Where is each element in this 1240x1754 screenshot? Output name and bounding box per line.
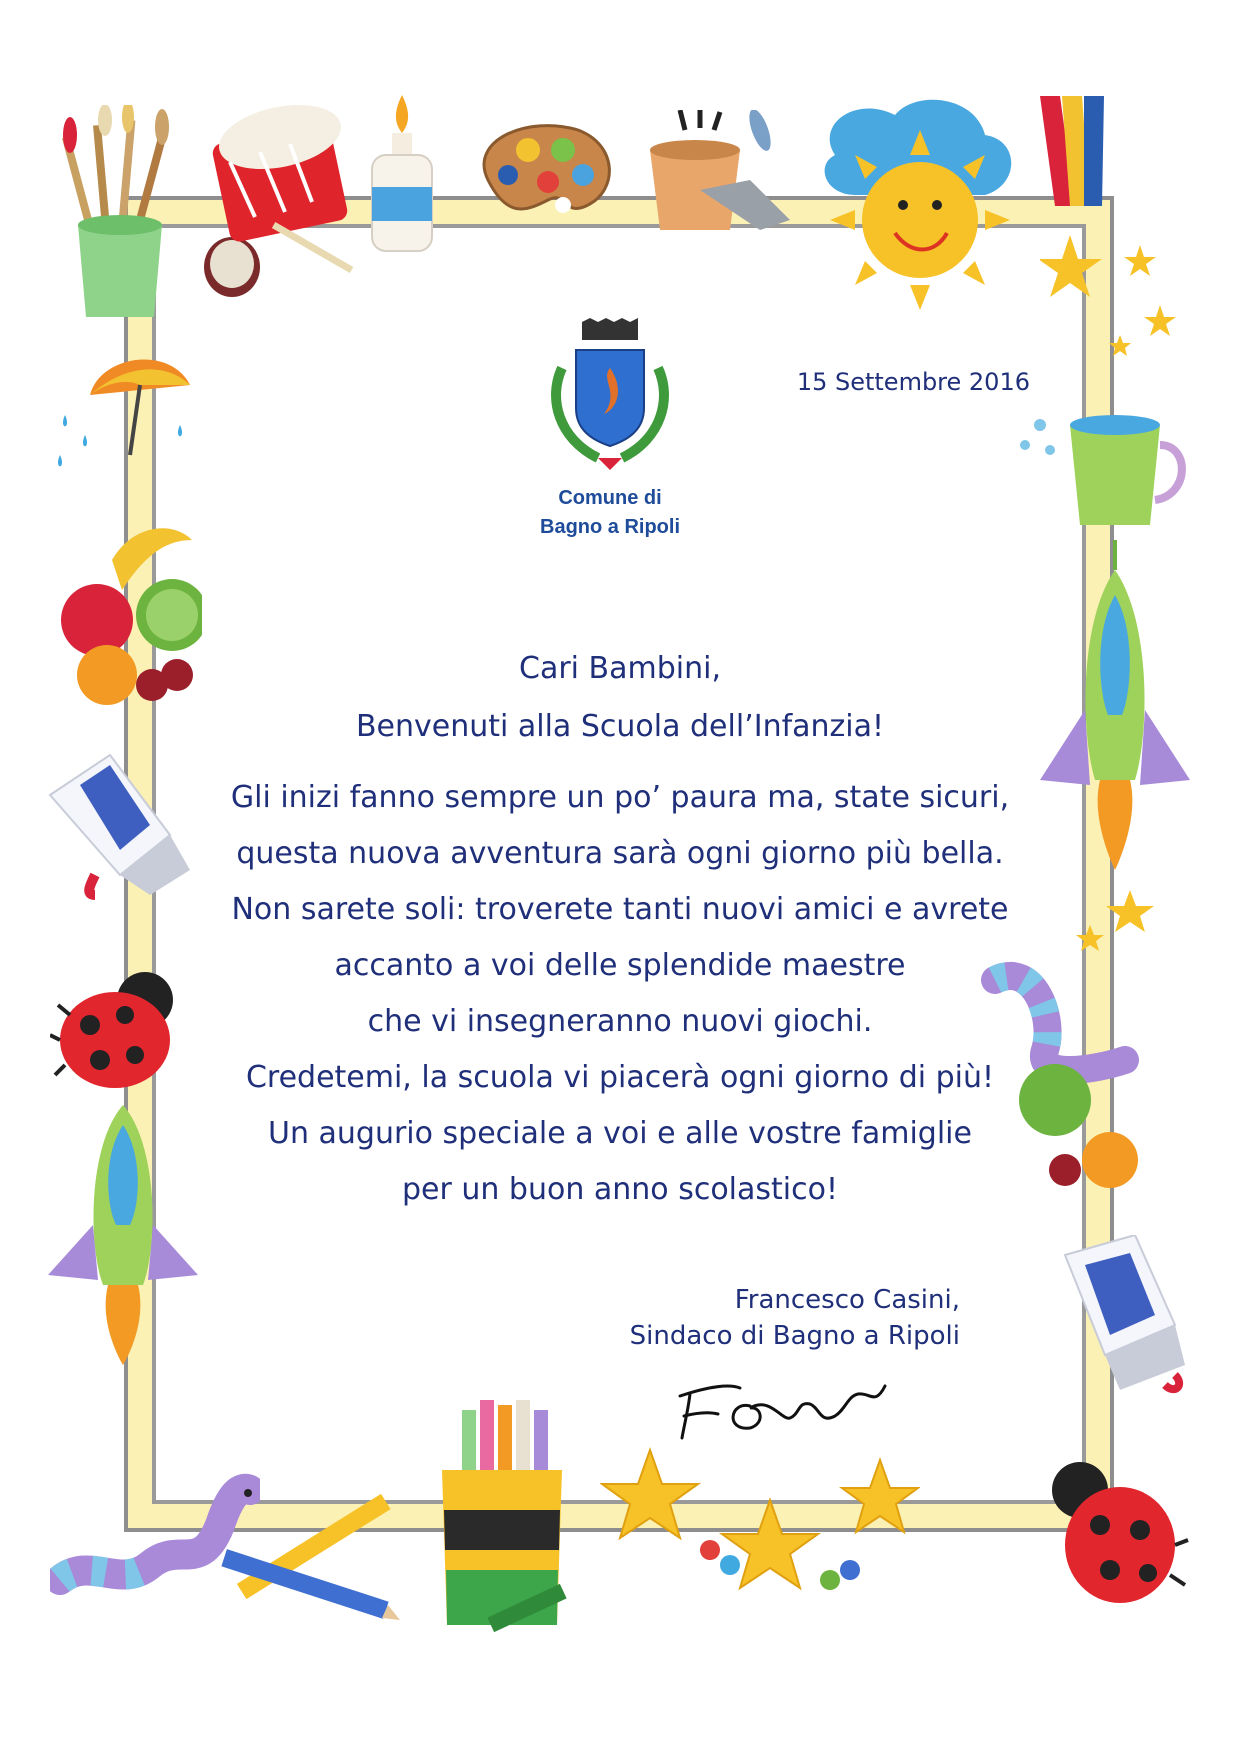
stars-icon: [1040, 225, 1190, 385]
letter-line: accanto a voi delle splendide maestre: [334, 948, 906, 983]
letter-line: che vi insegneranno nuovi giochi.: [367, 1004, 873, 1039]
umbrella-rain-icon: [50, 345, 200, 475]
watering-can-icon: [1010, 405, 1190, 535]
glue-bottle-icon: [362, 95, 442, 255]
small-stars-icon: [1070, 880, 1160, 960]
letter-line: Non sarete soli: troverete tanti nuovi amici e avrete: [231, 892, 1009, 927]
ladybug-icon: [50, 965, 190, 1095]
fruits-icon: [52, 520, 202, 710]
crayon-box-icon: [432, 1400, 572, 1640]
municipal-coat-of-arms-icon: [538, 318, 682, 474]
ladybug-right-icon: [1040, 1455, 1190, 1615]
signer-role: Sindaco di Bagno a Ripoli: [629, 1321, 960, 1351]
letter-line: Credetemi, la scuola vi piacerà ogni giorno di più!: [245, 1060, 995, 1095]
municipality-name-line1: Comune di: [558, 487, 662, 509]
letter-line: Gli inizi fanno sempre un po’ paura ma, state sicuri,: [230, 780, 1010, 815]
letter-date: 15 Settembre 2016: [796, 368, 1030, 396]
letter-welcome: Benvenuti alla Scuola dell’Infanzia!: [355, 709, 885, 744]
ribbon-medal-icon: [1030, 96, 1120, 216]
municipality-name: [520, 484, 700, 542]
sand-bucket-icon: [640, 110, 800, 240]
letter-greeting: Cari Bambini,: [519, 651, 721, 686]
star-garland-icon: [600, 1440, 920, 1640]
rocket-icon: [48, 1105, 198, 1365]
paint-tube-right-icon: [1045, 1235, 1195, 1405]
paint-brushes-cup-icon: [50, 105, 180, 325]
drum-icon: [200, 92, 360, 302]
handwritten-signature: [670, 1366, 890, 1446]
letter-line: questa nuova avventura sarà ogni giorno più bella.: [236, 836, 1004, 871]
paint-palette-icon: [468, 120, 618, 230]
letter-line: per un buon anno scolastico!: [402, 1172, 838, 1207]
paint-tube-icon: [40, 745, 210, 915]
municipality-name-line2: Bagno a Ripoli: [540, 516, 680, 538]
sun-cloud-icon: [815, 95, 1025, 325]
letter-body: [200, 640, 1040, 1218]
signer-name: Francesco Casini,: [734, 1285, 960, 1315]
rocket-right-icon: [1040, 540, 1190, 880]
letter-line: Un augurio speciale a voi e alle vostre famiglie: [268, 1116, 972, 1151]
signature-block: [560, 1282, 960, 1354]
pencils-icon: [210, 1480, 400, 1630]
